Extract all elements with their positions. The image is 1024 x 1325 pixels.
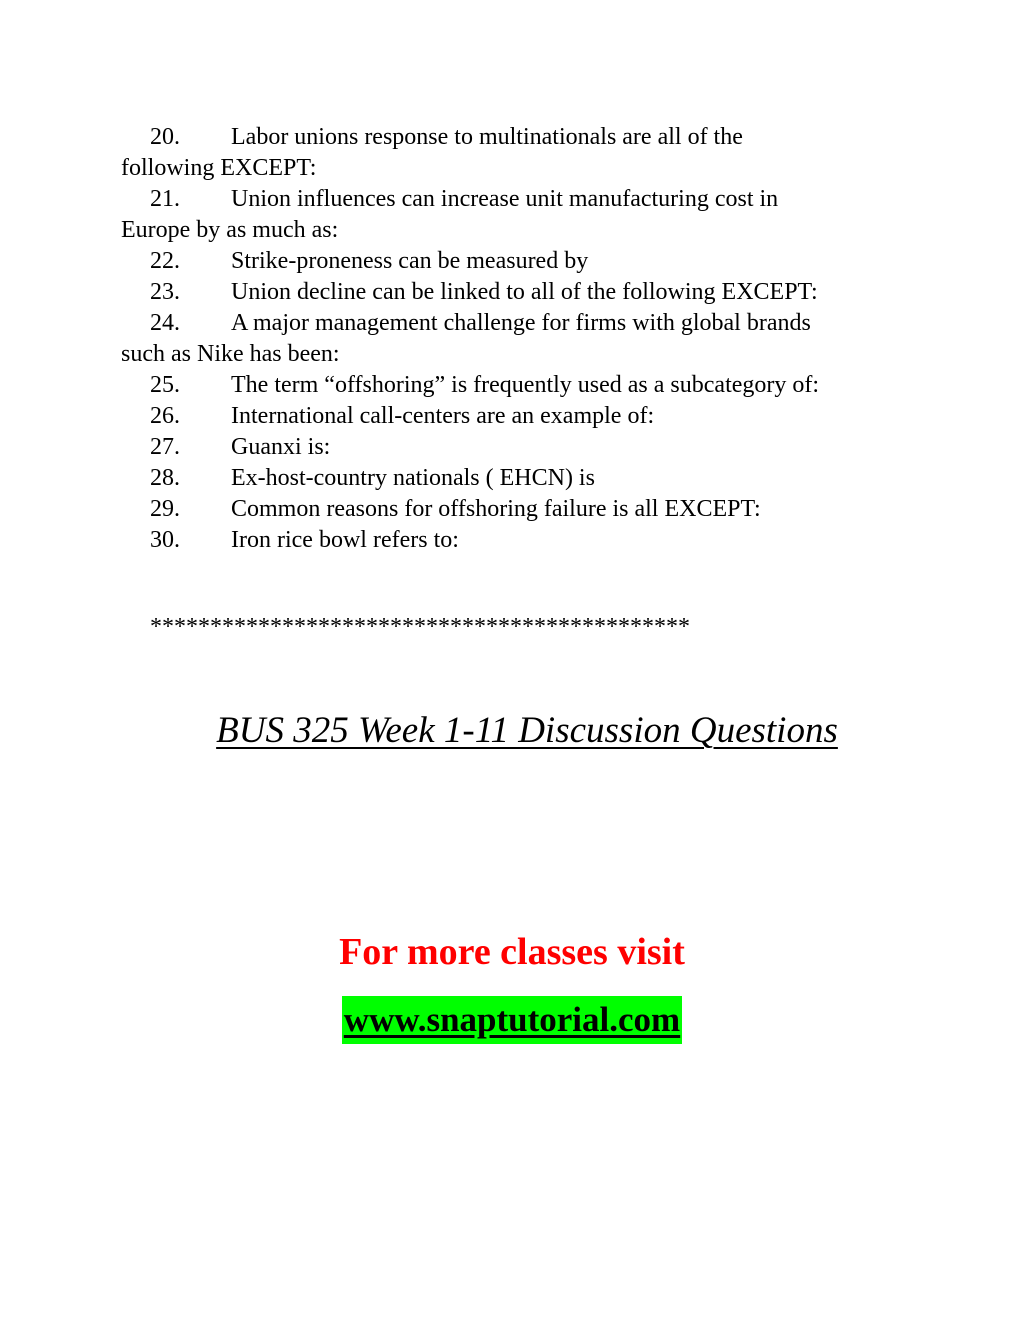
- question-list: [121, 122, 911, 556]
- question-text: International call-centers are an example of:: [231, 403, 655, 429]
- question-text: Union influences can increase unit manufacturing cost in: [231, 186, 779, 212]
- question-text: Union decline can be linked to all of the following EXCEPT:: [231, 279, 818, 305]
- question-number: 27.: [150, 434, 180, 460]
- question-number: 30.: [150, 527, 180, 553]
- question-text: Iron rice bowl refers to:: [231, 527, 459, 553]
- question-text-continued: such as Nike has been:: [121, 341, 340, 367]
- question-text: The term “offshoring” is frequently used as a subcategory of:: [231, 372, 820, 398]
- list-item: [121, 432, 911, 463]
- list-item: [121, 370, 911, 401]
- question-text-continued: following EXCEPT:: [121, 155, 317, 181]
- link-container: [0, 996, 1024, 1044]
- question-number: 25.: [150, 372, 180, 398]
- list-item: [121, 401, 911, 432]
- list-item: [121, 308, 911, 339]
- separator: *********************************************: [150, 614, 690, 640]
- list-item: [121, 463, 911, 494]
- question-number: 21.: [150, 186, 180, 212]
- list-item: [121, 246, 911, 277]
- question-text: Guanxi is:: [231, 434, 331, 460]
- question-number: 28.: [150, 465, 180, 491]
- website-link[interactable]: www.snaptutorial.com: [342, 996, 682, 1044]
- list-item: [121, 122, 911, 153]
- question-text: Common reasons for offshoring failure is all EXCEPT:: [231, 496, 761, 522]
- question-text: Strike-proneness can be measured by: [231, 248, 589, 274]
- question-text: Labor unions response to multinationals are all of the: [231, 124, 743, 150]
- question-number: 23.: [150, 279, 180, 305]
- list-item: [121, 277, 911, 308]
- question-number: 22.: [150, 248, 180, 274]
- page-title: BUS 325 Week 1-11 Discussion Questions: [216, 710, 838, 751]
- list-item: [121, 525, 911, 556]
- question-number: 29.: [150, 496, 180, 522]
- question-text: A major management challenge for firms with global brands: [231, 310, 811, 336]
- list-item: [121, 184, 911, 215]
- question-number: 20.: [150, 124, 180, 150]
- question-number: 26.: [150, 403, 180, 429]
- question-text-continued: Europe by as much as:: [121, 217, 339, 243]
- question-text: Ex-host-country nationals ( EHCN) is: [231, 465, 595, 491]
- promo-text: For more classes visit: [339, 931, 685, 973]
- question-number: 24.: [150, 310, 180, 336]
- list-item: [121, 494, 911, 525]
